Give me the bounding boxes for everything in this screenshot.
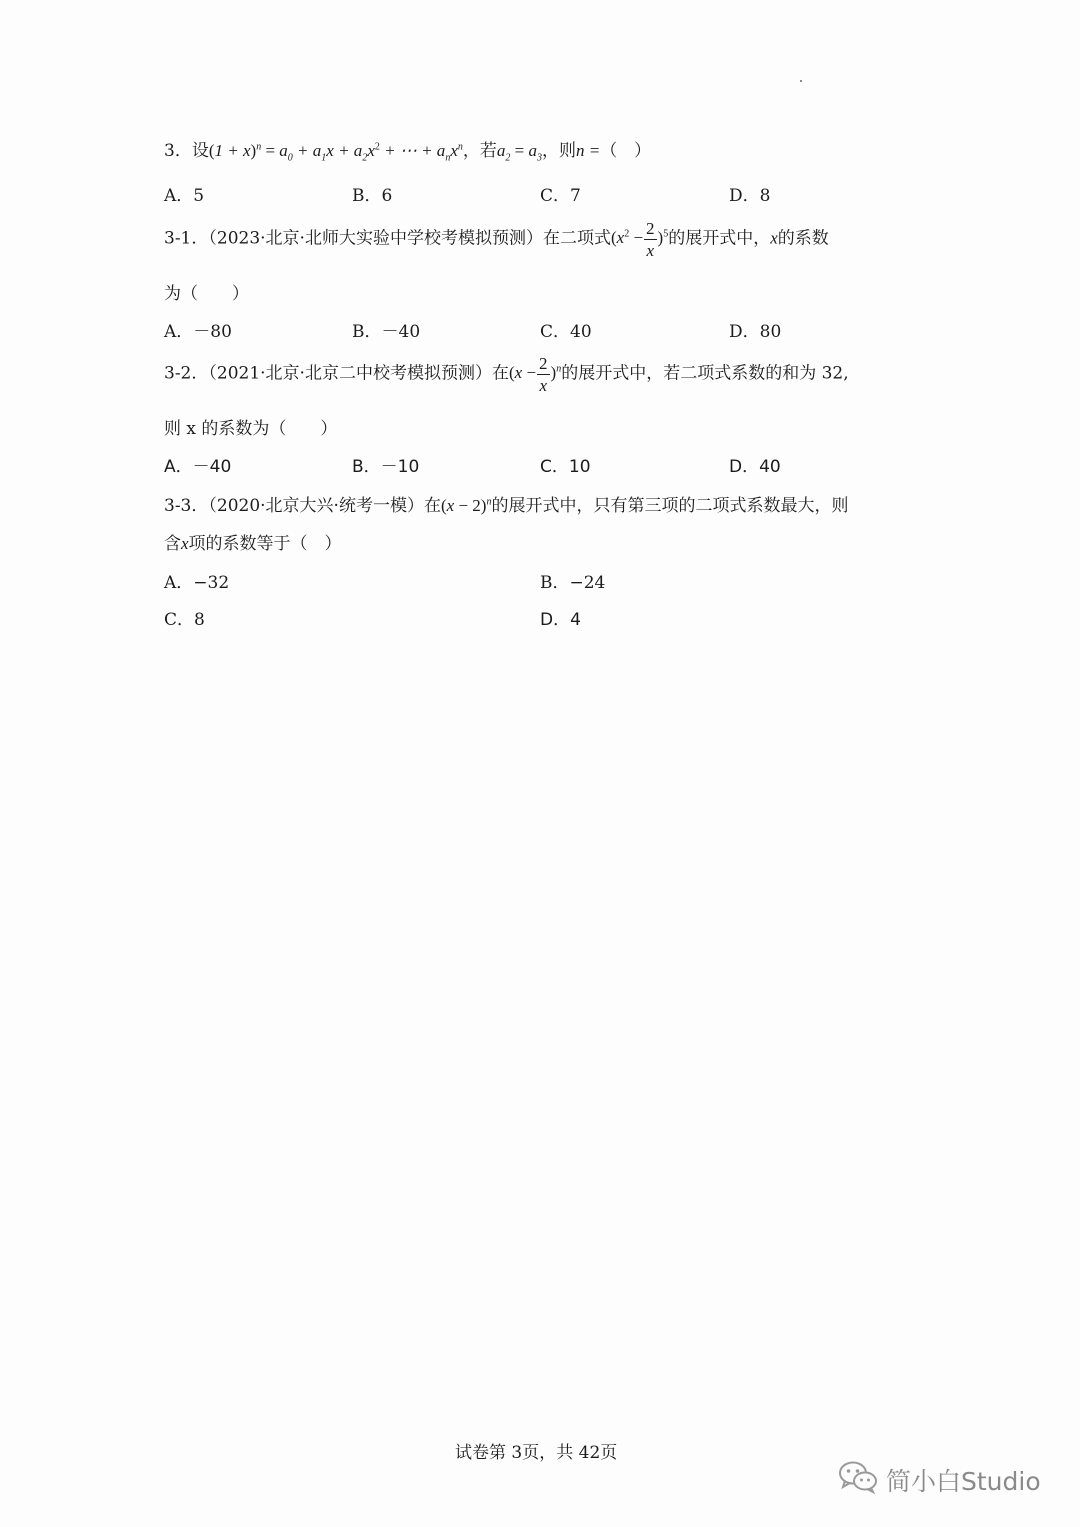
q3-2-option-c: C．10 bbox=[540, 457, 591, 477]
question-3-1: 3-1．（2023·北京·北师大实验中学校考模拟预测）在二项式($x^2$ − $\frac{2}{x}$ )$^5$的展开式中，x的系数 bbox=[164, 219, 829, 260]
scan-speck bbox=[800, 80, 802, 82]
q3-2-option-d: D．40 bbox=[729, 457, 781, 477]
q3-3-variable: x bbox=[181, 534, 189, 553]
q3-3-binomial: $(x - 2)^n$ bbox=[440, 496, 492, 515]
q3-2-binomial: (x − $\frac{2}{x}$ )$^n$ bbox=[508, 354, 562, 395]
q3-option-d: D．8 bbox=[729, 186, 771, 206]
question-3-2: 3-2．（2021·北京·北京二中校考模拟预测）在(x − $\frac{2}{x}$ )$^n$的展开式中，若二项式系数的和为 32, bbox=[164, 354, 849, 395]
q3-1-option-a: A．－80 bbox=[164, 322, 232, 342]
watermark-text: 简小白Studio bbox=[886, 1467, 1041, 1496]
q3-2-option-a: A．－40 bbox=[164, 457, 232, 477]
q3-option-c: C．7 bbox=[540, 186, 581, 206]
q3-3-option-b: B．−24 bbox=[540, 573, 606, 593]
q3-option-a: A．5 bbox=[164, 186, 205, 206]
question-3-3: 3-3．（2020·北京大兴·统考一模）在$(x - 2)^n$的展开式中，只有第三项的二项式系数最大，则 bbox=[164, 496, 849, 516]
q3-1-option-b: B．－40 bbox=[352, 322, 421, 342]
q3-2-line2: 则 x 的系数为（ ） bbox=[164, 419, 338, 439]
q3-3-option-a: A．−32 bbox=[164, 573, 230, 593]
q3-condition: $a_2 = a_3$ bbox=[496, 141, 542, 164]
watermark bbox=[838, 1460, 1041, 1500]
q3-1-option-d: D．80 bbox=[729, 322, 782, 342]
q3-3-option-d: D．4 bbox=[540, 610, 581, 630]
q3-1-variable: x bbox=[770, 228, 778, 248]
q3-expansion-formula: $(1 + x)^n = a_0 + a_1x + a_2x^2$ + ⋯ + $a_nx^n$ bbox=[208, 141, 463, 164]
q3-1-option-c: C．40 bbox=[540, 322, 592, 342]
q3-1-binomial: ($x^2$ − $\frac{2}{x}$ )$^5$ bbox=[610, 219, 669, 260]
q3-option-b: B．6 bbox=[352, 186, 393, 206]
q3-1-line2: 为（ ） bbox=[164, 284, 249, 304]
q3-2-option-b: B．－10 bbox=[352, 457, 420, 477]
question-3: 3．设$(1 + x)^n = a_0 + a_1x + a_2x^2$ + ⋯ + $a_nx^n$，若$a_2 = a_3$，则n =（ ） bbox=[164, 141, 652, 164]
q3-3-option-c: C．8 bbox=[164, 610, 205, 630]
page-footer: 试卷第 3页，共 42页 bbox=[455, 1443, 618, 1463]
wechat-icon bbox=[838, 1460, 878, 1500]
q3-3-line2: 含x项的系数等于（ ） bbox=[164, 534, 342, 554]
